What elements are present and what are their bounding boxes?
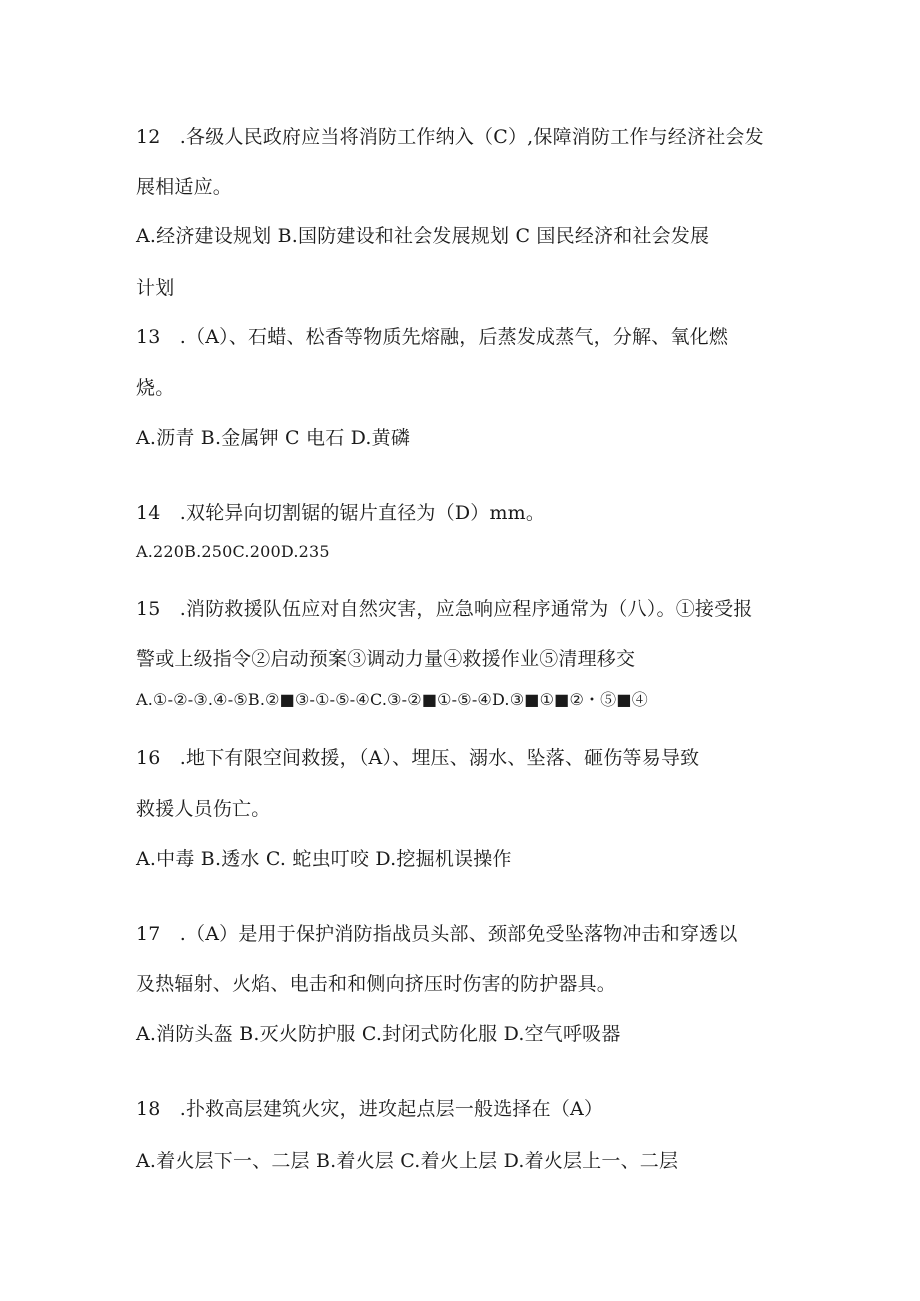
question-text: 15 .消防救援队伍应对自然灾害，应急响应程序通常为（八）。①接受报 — [136, 598, 753, 620]
question-text: 烧。 — [136, 377, 175, 399]
answer-options: A.中毒 B.透水 C. 蛇虫叮咬 D.挖掘机误操作 — [136, 848, 512, 870]
answer-options: A.消防头盔 B.灭火防护服 C.封闭式防化服 D.空气呼吸器 — [136, 1023, 621, 1045]
question-text: 警或上级指令②启动预案③调动力量④救援作业⑤清理移交 — [136, 648, 636, 670]
answer-options: A.经济建设规划 B.国防建设和社会发展规划 C 国民经济和社会发展 — [136, 225, 710, 247]
answer-options: 计划 — [136, 277, 175, 299]
question-text: 救援人员伤亡。 — [136, 798, 271, 820]
answer-options: A.着火层下一、二层 B.着火层 C.着火上层 D.着火层上一、二层 — [136, 1150, 679, 1172]
answer-options: A.220B.250C.200D.235 — [136, 542, 330, 561]
question-text: 14 .双轮异向切割锯的锯片直径为（D）mm。 — [136, 502, 546, 524]
answer-options: A.沥青 B.金属钾 C 电石 D.黄磷 — [136, 427, 411, 449]
question-text: 13 .（A）、石蜡、松香等物质先熔融，后蒸发成蒸气，分解、氧化燃 — [136, 326, 729, 348]
question-text: 17 .（A）是用于保护消防指战员头部、颈部免受坠落物冲击和穿透以 — [136, 923, 738, 945]
question-text: 及热辐射、火焰、电击和和侧向挤压时伤害的防护器具。 — [136, 973, 617, 995]
question-text: 12 .各级人民政府应当将消防工作纳入（C）,保障消防工作与经济社会发 — [136, 126, 764, 148]
question-text: 18 .扑救高层建筑火灾，进攻起点层一般选择在（A） — [136, 1098, 604, 1120]
answer-options: A.①-②-③.④-⑤B.②■③-①-⑤-④C.③-②■①-⑤-④D.③■①■②・⑤■④ — [136, 690, 648, 709]
question-text: 16 .地下有限空间救援，（A）、埋压、溺水、坠落、砸伤等易导致 — [136, 747, 700, 769]
question-text: 展相适应。 — [136, 176, 233, 198]
